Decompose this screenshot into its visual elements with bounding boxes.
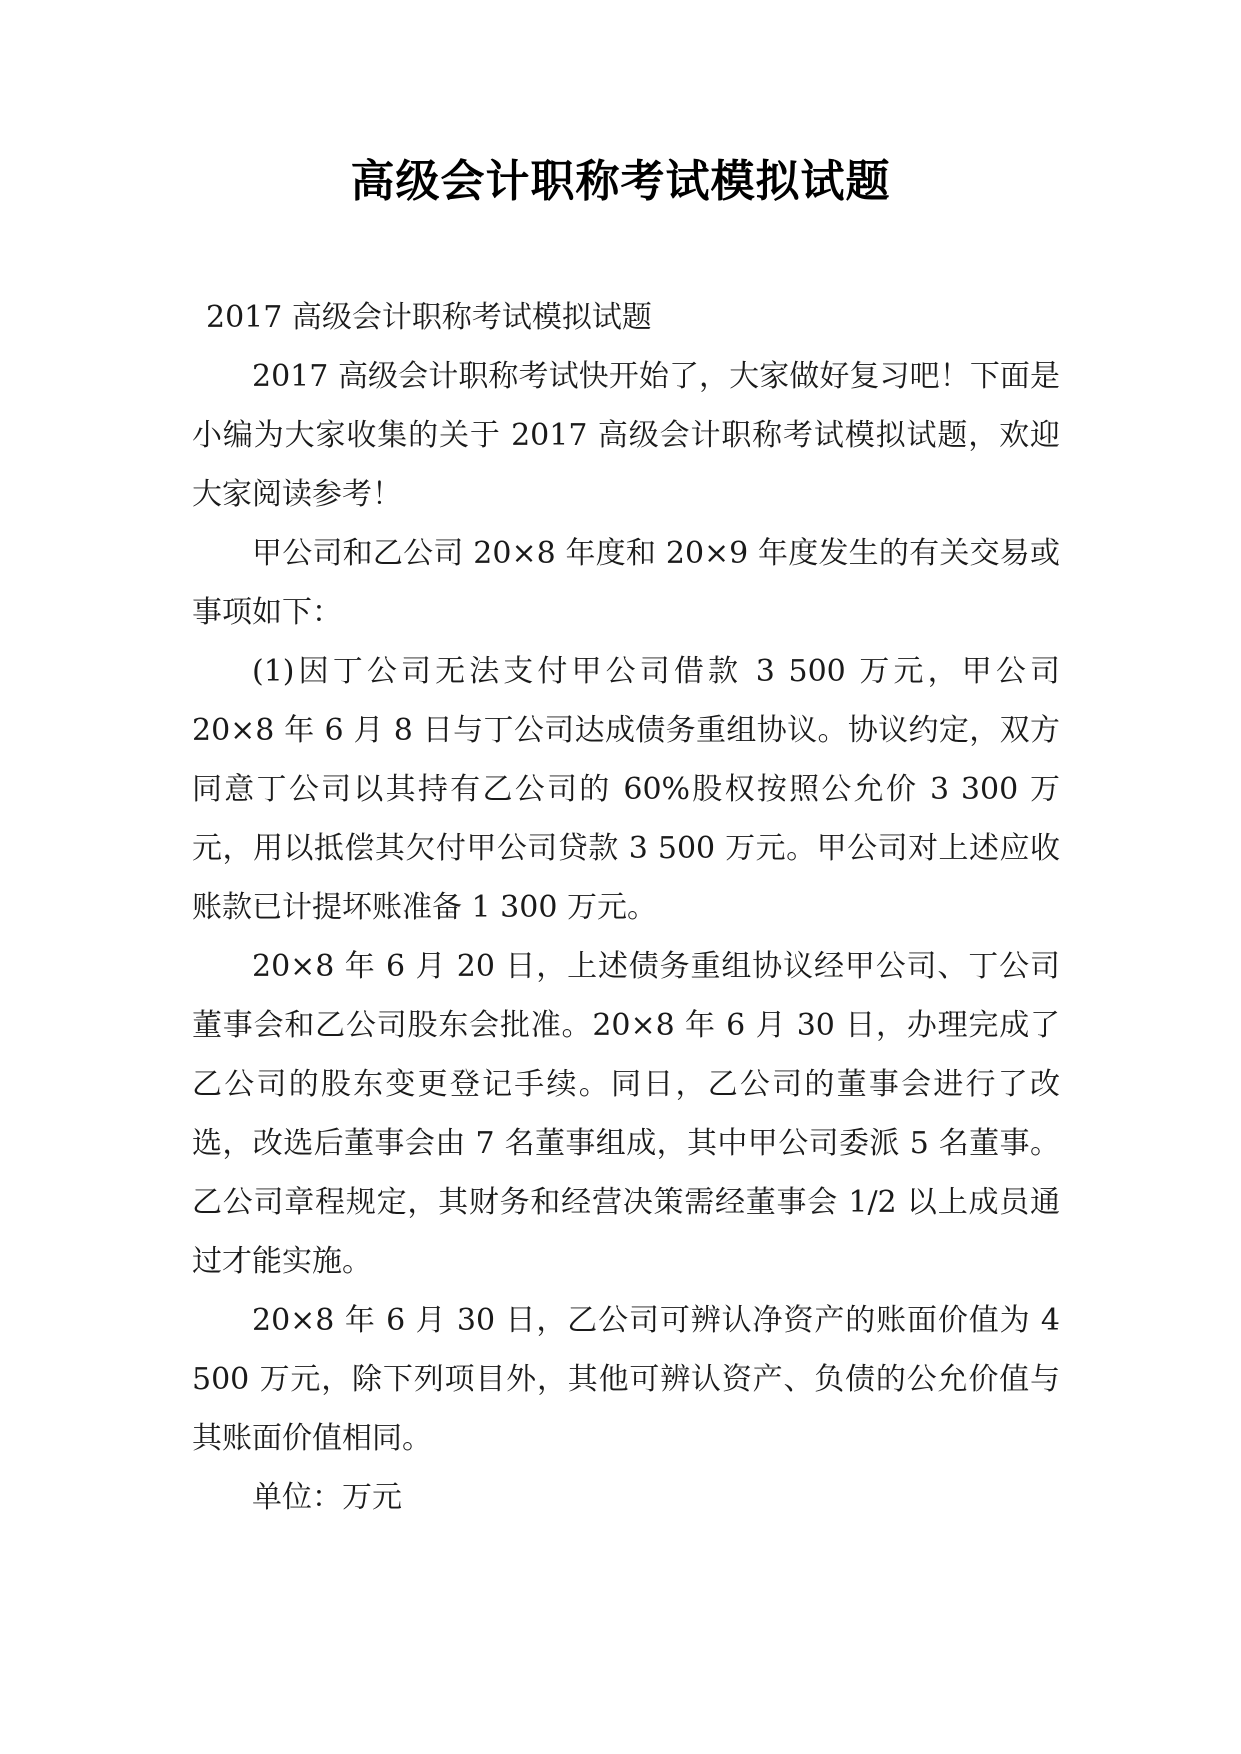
intro-paragraph: 2017 高级会计职称考试快开始了，大家做好复习吧！下面是小编为大家收集的关于 2017 高级会计职称考试模拟试题，欢迎大家阅读参考！ bbox=[192, 359, 1060, 512]
document-title: 高级会计职称考试模拟试题 bbox=[350, 156, 891, 207]
question-intro-paragraph: 甲公司和乙公司 20×8 年度和 20×9 年度发生的有关交易或事项如下： bbox=[192, 536, 1060, 630]
subtitle-paragraph: 2017 高级会计职称考试模拟试题 bbox=[206, 300, 652, 335]
net-assets-paragraph: 20×8 年 6 月 30 日，乙公司可辨认净资产的账面价值为 4 500 万元，除下列项目外，其他可辨认资产、负债的公允价值与其账面价值相同。 bbox=[192, 1303, 1060, 1456]
unit-label: 单位：万元 bbox=[252, 1480, 402, 1515]
board-approval-paragraph: 20×8 年 6 月 20 日，上述债务重组协议经甲公司、丁公司董事会和乙公司股东会批准。20×8 年 6 月 30 日，办理完成了乙公司的股东变更登记手续。同日，乙公司的董事会进行了改选，改选后董事会由 7 名董事组成，其中甲公司委派 5 名董事。乙公司章程规定，其财务和经营决策需经董事会 1/2 以上成员通过才能实施。 bbox=[192, 949, 1060, 1279]
document-body bbox=[192, 288, 1060, 1527]
item-1-paragraph: (1)因丁公司无法支付甲公司借款 3 500 万元，甲公司 20×8 年 6 月 8 日与丁公司达成债务重组协议。协议约定，双方同意丁公司以其持有乙公司的 60%股权按照公允价 3 300 万元，用以抵偿其欠付甲公司贷款 3 500 万元。甲公司对上述应收账款已计提坏账准备 1 300 万元。 bbox=[192, 654, 1060, 925]
